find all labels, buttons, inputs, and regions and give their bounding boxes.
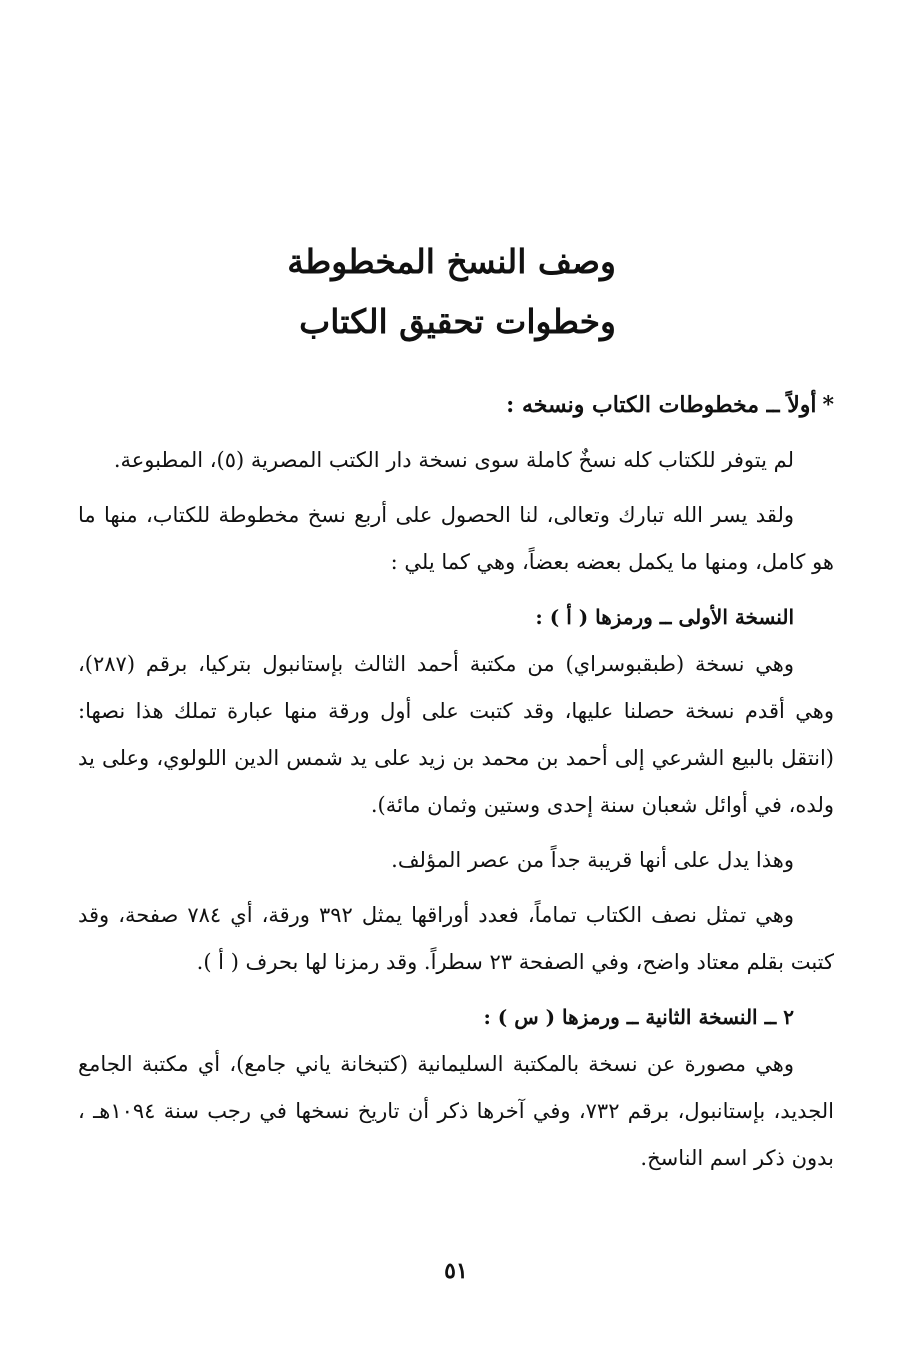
chapter-title-line-2: وخطوات تحقيق الكتاب bbox=[299, 302, 616, 341]
section-heading bbox=[78, 382, 834, 429]
paragraph-1: لم يتوفر للكتاب كله نسخٌ كاملة سوى نسخة دار الكتب المصرية (٥)، المطبوعة. bbox=[113, 448, 794, 472]
paragraph-2: ولقد يسر الله تبارك وتعالى، لنا الحصول على أربع نسخ مخطوطة للكتاب، منها ما هو كامل، ومنها ما يكمل بعضه بعضاً، وهي كما يلي : bbox=[78, 503, 834, 574]
document-body bbox=[78, 382, 834, 1190]
paragraph-3: وهي نسخة (طبقبوسراي) من مكتبة أحمد الثالث بإستانبول بتركيا، برقم (٢٨٧)، وهي أقدم نسخة حصلنا عليها، وقد كتبت على أول ورقة منها عبارة تملك هذا نصها: (انتقل بالبيع الشرعي إلى أحمد بن محمد بن زيد على يد شمس الدين اللولوي، وعلى يد ولده، في أوائل شعبان سنة إحدى وستين وثمان مائة). bbox=[78, 652, 834, 817]
chapter-title-block bbox=[196, 232, 616, 352]
page-number: ٥١ bbox=[444, 1258, 468, 1284]
manuscript-1-heading: النسخة الأولى ــ ورمزها ( أ ) : bbox=[535, 605, 794, 629]
bullet-star-icon: * bbox=[822, 392, 834, 418]
paragraph-5: وهي تمثل نصف الكتاب تماماً، فعدد أوراقها يمثل ٣٩٢ ورقة، أي ٧٨٤ صفحة، وقد كتبت بقلم معتاد واضح، وفي الصفحة ٢٣ سطراً. وقد رمزنا لها بحرف ( أ ). bbox=[78, 903, 834, 974]
paragraph-6: وهي مصورة عن نسخة بالمكتبة السليمانية (كتبخانة ياني جامع)، أي مكتبة الجامع الجديد، بإستانبول، برقم ٧٣٢، وفي آخرها ذكر أن تاريخ نسخها في رجب سنة ١٠٩٤هـ ، بدون ذكر اسم الناسخ. bbox=[78, 1052, 834, 1170]
chapter-title-line-1: وصف النسخ المخطوطة bbox=[287, 242, 616, 281]
section-heading-text: أولاً ــ مخطوطات الكتاب ونسخه : bbox=[506, 392, 817, 418]
paragraph-4: وهذا يدل على أنها قريبة جداً من عصر المؤلف. bbox=[391, 848, 794, 872]
manuscript-2-heading: ٢ ــ النسخة الثانية ــ ورمزها ( س ) : bbox=[483, 1005, 794, 1029]
